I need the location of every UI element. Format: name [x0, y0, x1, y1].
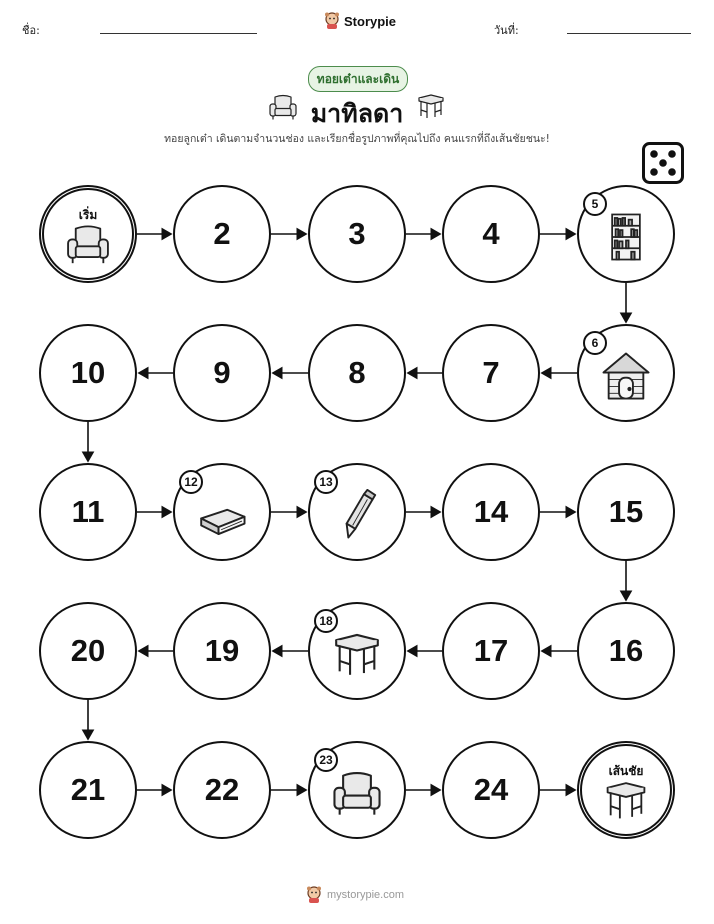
- pencil-icon: [331, 489, 383, 541]
- game-type-badge: ทอยเต๋าและเดิน: [308, 66, 408, 92]
- space-number: 10: [70, 355, 106, 390]
- space-number: 21: [70, 772, 106, 807]
- board-space-3[interactable]: [308, 185, 406, 283]
- board-space-4[interactable]: [442, 185, 540, 283]
- space-number: 2: [213, 216, 231, 251]
- board-space-16[interactable]: [577, 602, 675, 700]
- board-space-22[interactable]: [173, 741, 271, 839]
- board-space-8[interactable]: [308, 324, 406, 422]
- board-space-20[interactable]: [39, 602, 137, 700]
- space-number: 17: [473, 633, 509, 668]
- bookshelf-icon: [600, 211, 652, 263]
- shed-icon: [600, 350, 652, 402]
- board-space-2[interactable]: [173, 185, 271, 283]
- space-number: 8: [348, 355, 366, 390]
- start-space[interactable]: [39, 185, 137, 283]
- armchair-icon: [65, 221, 111, 267]
- space-number: 19: [204, 633, 240, 668]
- page-title: มาทิลดา: [310, 99, 404, 128]
- space-number-badge: 5: [583, 192, 607, 216]
- board-space-21[interactable]: [39, 741, 137, 839]
- space-number: 20: [70, 633, 106, 668]
- space-number: 24: [473, 772, 509, 807]
- space-number: 14: [473, 494, 509, 529]
- space-number-badge: 12: [179, 470, 203, 494]
- space-number-badge: 23: [314, 748, 338, 772]
- name-label: ชื่อ:: [22, 24, 40, 37]
- date-label: วันที่:: [494, 24, 519, 37]
- space-number: 4: [482, 216, 500, 251]
- book-icon: [196, 489, 248, 541]
- stool-icon: [331, 628, 383, 680]
- start-label: เริ่ม: [78, 208, 98, 222]
- stool-icon: [603, 777, 649, 823]
- brand-name: Storypie: [344, 13, 397, 29]
- board-space-23[interactable]: [308, 741, 406, 839]
- board-space-5[interactable]: [577, 185, 675, 283]
- footer-logo-icon: [306, 886, 322, 904]
- space-number: 9: [213, 355, 231, 390]
- space-number: 15: [608, 494, 644, 529]
- space-number: 16: [608, 633, 644, 668]
- board-space-14[interactable]: [442, 463, 540, 561]
- board-space-15[interactable]: [577, 463, 675, 561]
- space-number: 3: [348, 216, 366, 251]
- finish-space[interactable]: [577, 741, 675, 839]
- board-space-12[interactable]: [173, 463, 271, 561]
- finish-label: เส้นชัย: [608, 764, 644, 778]
- board-space-18[interactable]: [308, 602, 406, 700]
- board-space-7[interactable]: [442, 324, 540, 422]
- board-space-13[interactable]: [308, 463, 406, 561]
- board-space-10[interactable]: [39, 324, 137, 422]
- space-number-badge: 13: [314, 470, 338, 494]
- space-number-badge: 6: [583, 331, 607, 355]
- board-space-6[interactable]: [577, 324, 675, 422]
- space-number-badge: 18: [314, 609, 338, 633]
- instructions: ทอยลูกเต๋า เดินตามจำนวนช่อง และเรียกชื่อรูปภาพที่คุณไปถึง คนแรกที่ถึงเส้นชัยชนะ!: [164, 133, 550, 145]
- footer-url[interactable]: mystorypie.com: [327, 889, 405, 901]
- space-number: 7: [482, 355, 500, 390]
- board-space-17[interactable]: [442, 602, 540, 700]
- footer: [306, 886, 404, 904]
- space-number: 11: [71, 494, 105, 529]
- armchair-icon: [331, 767, 383, 819]
- board-space-11[interactable]: [39, 463, 137, 561]
- space-number: 22: [204, 772, 240, 807]
- board-space-19[interactable]: [173, 602, 271, 700]
- board-space-24[interactable]: [442, 741, 540, 839]
- board-space-9[interactable]: [173, 324, 271, 422]
